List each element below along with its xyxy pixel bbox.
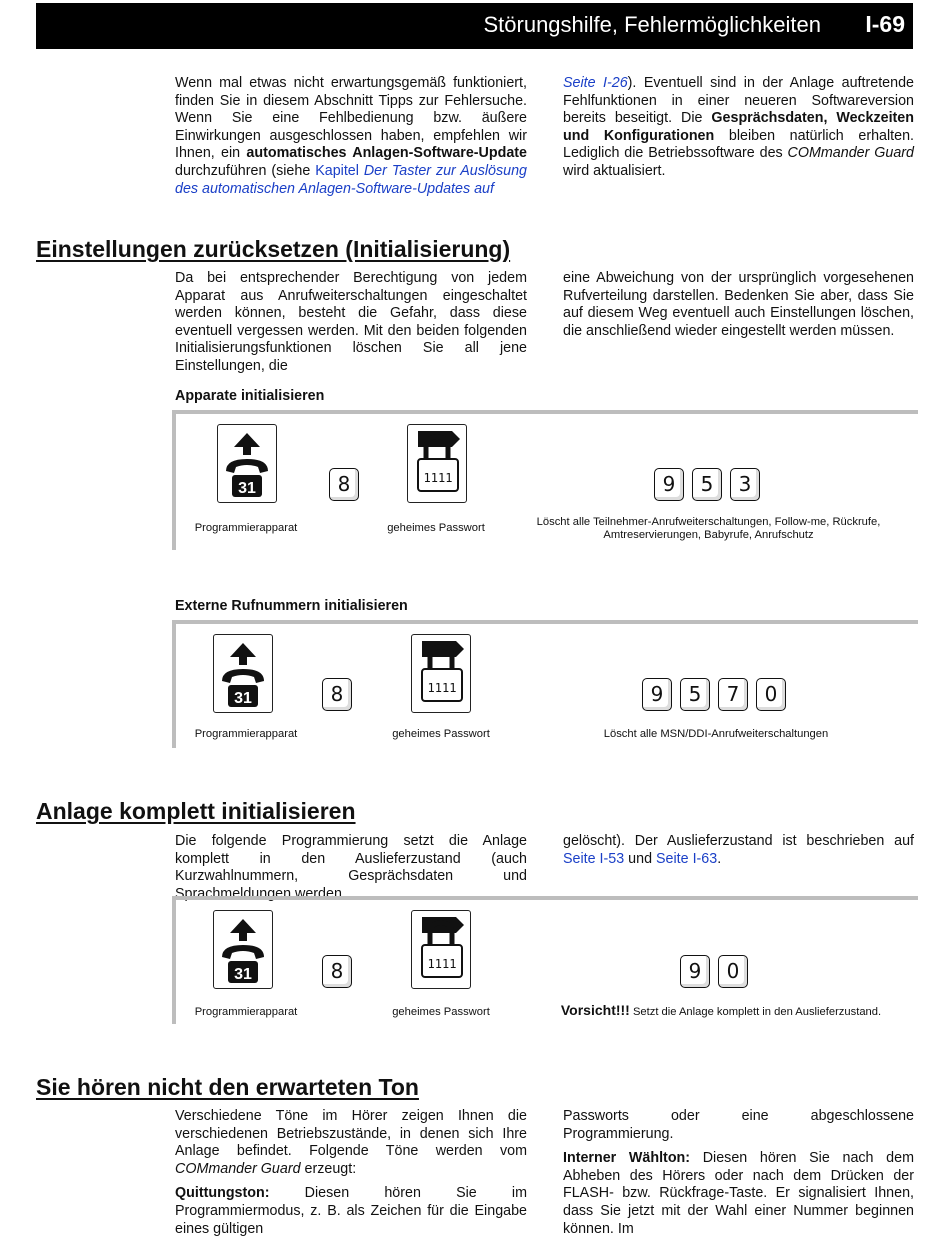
caption-programmierapparat: Programmierapparat xyxy=(194,728,298,740)
caption-passwort: geheimes Passwort xyxy=(387,522,485,534)
link-chapter-title[interactable]: Der Taster zur Auslösung des automatischen Anlagen-Software-Updates auf xyxy=(175,162,527,197)
password-lock-icon xyxy=(411,634,471,713)
section2-and: und xyxy=(624,850,657,867)
intro-right-text: ). Eventuell sind in der Anlage auftretende Fehlfunktionen in einer neueren Softwareversion bereits beseitigt. Die xyxy=(563,75,914,127)
intro-right-text-2: bleiben natürlich erhalten. Lediglich die Betriebssoftware des xyxy=(563,127,915,162)
intro-left-column xyxy=(175,75,527,198)
key-9: 9 xyxy=(680,955,710,988)
lock-code-label: 1111 xyxy=(427,957,457,971)
section1-left-text: Da bei entsprechender Berechtigung von jedem Apparat aus Anrufweiterschaltungen eingeschaltet werden können, besteht die Gefahr, dass diese eventuell vergessen werden. Mit den beiden folgenden Initialisierungsfunktionen löschen Sie all jene Einstellungen, die xyxy=(175,270,527,374)
key-0: 0 xyxy=(718,955,748,988)
caption-programmierapparat: Programmierapparat xyxy=(194,522,298,534)
para1-end: erzeugt: xyxy=(300,1160,357,1177)
box2-title: Externe Rufnummern initialisieren xyxy=(175,598,408,614)
key-7: 7 xyxy=(718,678,748,711)
intro-right-text-3: wird aktualisiert. xyxy=(563,162,666,179)
page-header xyxy=(36,3,913,49)
caption-result: Setzt die Anlage komplett in den Auslieferzustand. xyxy=(629,1006,882,1018)
link-seite-i63[interactable]: Seite I-63 xyxy=(656,850,718,867)
caption-result: Löscht alle Teilnehmer-Anrufweiterschaltungen, Follow-me, Rückrufe, Amtreservierungen, Babyrufe, Anrufschutz xyxy=(536,516,881,541)
key-8: 8 xyxy=(322,955,352,988)
key-8: 8 xyxy=(322,678,352,711)
product-name: COMmander Guard xyxy=(175,1160,301,1177)
caption-passwort: geheimes Passwort xyxy=(392,1006,490,1018)
section3-left-para2 xyxy=(175,1185,527,1238)
section1-right-text: eine Abweichung von der ursprünglich vorgesehenen Rufverteilung darstellen. Bedenken Sie aber, dass Sie auf diesem Weg eventuell auch Einstellungen löschen, die anschließend wieder eingestellt werden müssen. xyxy=(563,270,914,339)
section3-left-para1 xyxy=(175,1108,527,1178)
link-seite-i53[interactable]: Seite I-53 xyxy=(563,850,625,867)
caption-passwort: geheimes Passwort xyxy=(392,728,490,740)
key-9: 9 xyxy=(642,678,672,711)
phone-number-label: 31 xyxy=(238,480,256,497)
intro-bold: automatisches Anlagen-Software-Update xyxy=(246,145,528,162)
programming-phone-icon xyxy=(217,424,277,503)
section2-right-text: gelöscht). Der Auslieferzustand ist beschrieben auf xyxy=(563,833,914,849)
para2-text: Diesen hören Sie nach dem Abheben des Hörers oder nach dem Drücken der FLASH- bzw. Rückfrage-Taste. Er signalisiert Ihnen, dass Sie jetzt mit der Wahl einer Nummer beginnen können. Im xyxy=(563,1150,914,1237)
link-seite-i26[interactable]: Seite I-26 xyxy=(563,75,628,91)
term-quittungston: Quittungston: xyxy=(175,1185,270,1202)
procedure-box-komplett xyxy=(172,896,918,1024)
programming-phone-icon xyxy=(213,634,273,713)
procedure-box-apparate xyxy=(172,410,918,550)
section2-end: . xyxy=(717,850,722,867)
intro-right-column xyxy=(563,75,914,181)
section-heading-initialisierung: Einstellungen zurücksetzen (Initialisierung) xyxy=(36,236,511,262)
lock-code-label: 1111 xyxy=(427,681,457,695)
section3-right-para1: Passworts oder eine abgeschlossene Programmierung. xyxy=(563,1108,914,1142)
caption-warning xyxy=(541,1004,901,1019)
key-8: 8 xyxy=(329,468,359,501)
page-number: I-69 xyxy=(865,11,905,37)
intro-right-bold: Gesprächsdaten, Weckzeiten und Konfigurationen xyxy=(563,110,914,144)
phone-number-label: 31 xyxy=(234,690,252,707)
key-5: 5 xyxy=(692,468,722,501)
phone-number-label: 31 xyxy=(234,966,252,983)
para2-text: Diesen hören Sie im Programmiermodus, z. B. als Zeichen für die Eingabe eines gültigen xyxy=(175,1185,527,1237)
link-kapitel[interactable]: Kapitel xyxy=(315,162,359,179)
lock-code-label: 1111 xyxy=(423,471,453,485)
section-heading-komplett: Anlage komplett initialisieren xyxy=(36,798,356,824)
password-lock-icon xyxy=(411,910,471,989)
section3-left-column xyxy=(175,1108,527,1238)
section2-right-column xyxy=(563,833,914,868)
section3-right-para2 xyxy=(563,1150,914,1238)
section2-left-text: Die folgende Programmierung setzt die Anlage komplett in den Auslieferzustand (auch Kurzwahlnummern, Gesprächsdaten und Sprachmeldungen werden xyxy=(175,833,527,902)
header-title: Störungshilfe, Fehlermöglichkeiten xyxy=(483,12,821,37)
key-9: 9 xyxy=(654,468,684,501)
intro-text-2: durchzuführen (siehe xyxy=(175,162,316,179)
section-heading-ton: Sie hören nicht den erwarteten Ton xyxy=(36,1074,419,1100)
box1-title: Apparate initialisieren xyxy=(175,388,325,404)
key-0: 0 xyxy=(756,678,786,711)
caption-programmierapparat: Programmierapparat xyxy=(194,1006,298,1018)
product-name: COMmander Guard xyxy=(787,145,914,162)
key-5: 5 xyxy=(680,678,710,711)
caption-result: Löscht alle MSN/DDI-Anrufweiterschaltungen xyxy=(603,728,829,740)
procedure-box-extern xyxy=(172,620,918,748)
section3-right-column xyxy=(563,1108,914,1238)
key-3: 3 xyxy=(730,468,760,501)
para1-text: Verschiedene Töne im Hörer zeigen Ihnen die verschiedenen Betriebszustände, in denen sich Ihre Anlage befindet. Folgende Töne werden vom xyxy=(175,1108,527,1160)
warning-label: Vorsicht!!! xyxy=(560,1002,630,1018)
programming-phone-icon xyxy=(213,910,273,989)
password-lock-icon xyxy=(407,424,467,503)
intro-text: Wenn mal etwas nicht erwartungsgemäß funktioniert, finden Sie in diesem Abschnitt Tipps zur Fehlersuche. Wenn Sie eine Fehlbedienung bzw. äußere Einwirkungen ausgeschlossen haben, empfehlen wir Ihnen, ein xyxy=(175,75,527,162)
term-interner-waehlton: Interner Wählton: xyxy=(563,1150,691,1167)
